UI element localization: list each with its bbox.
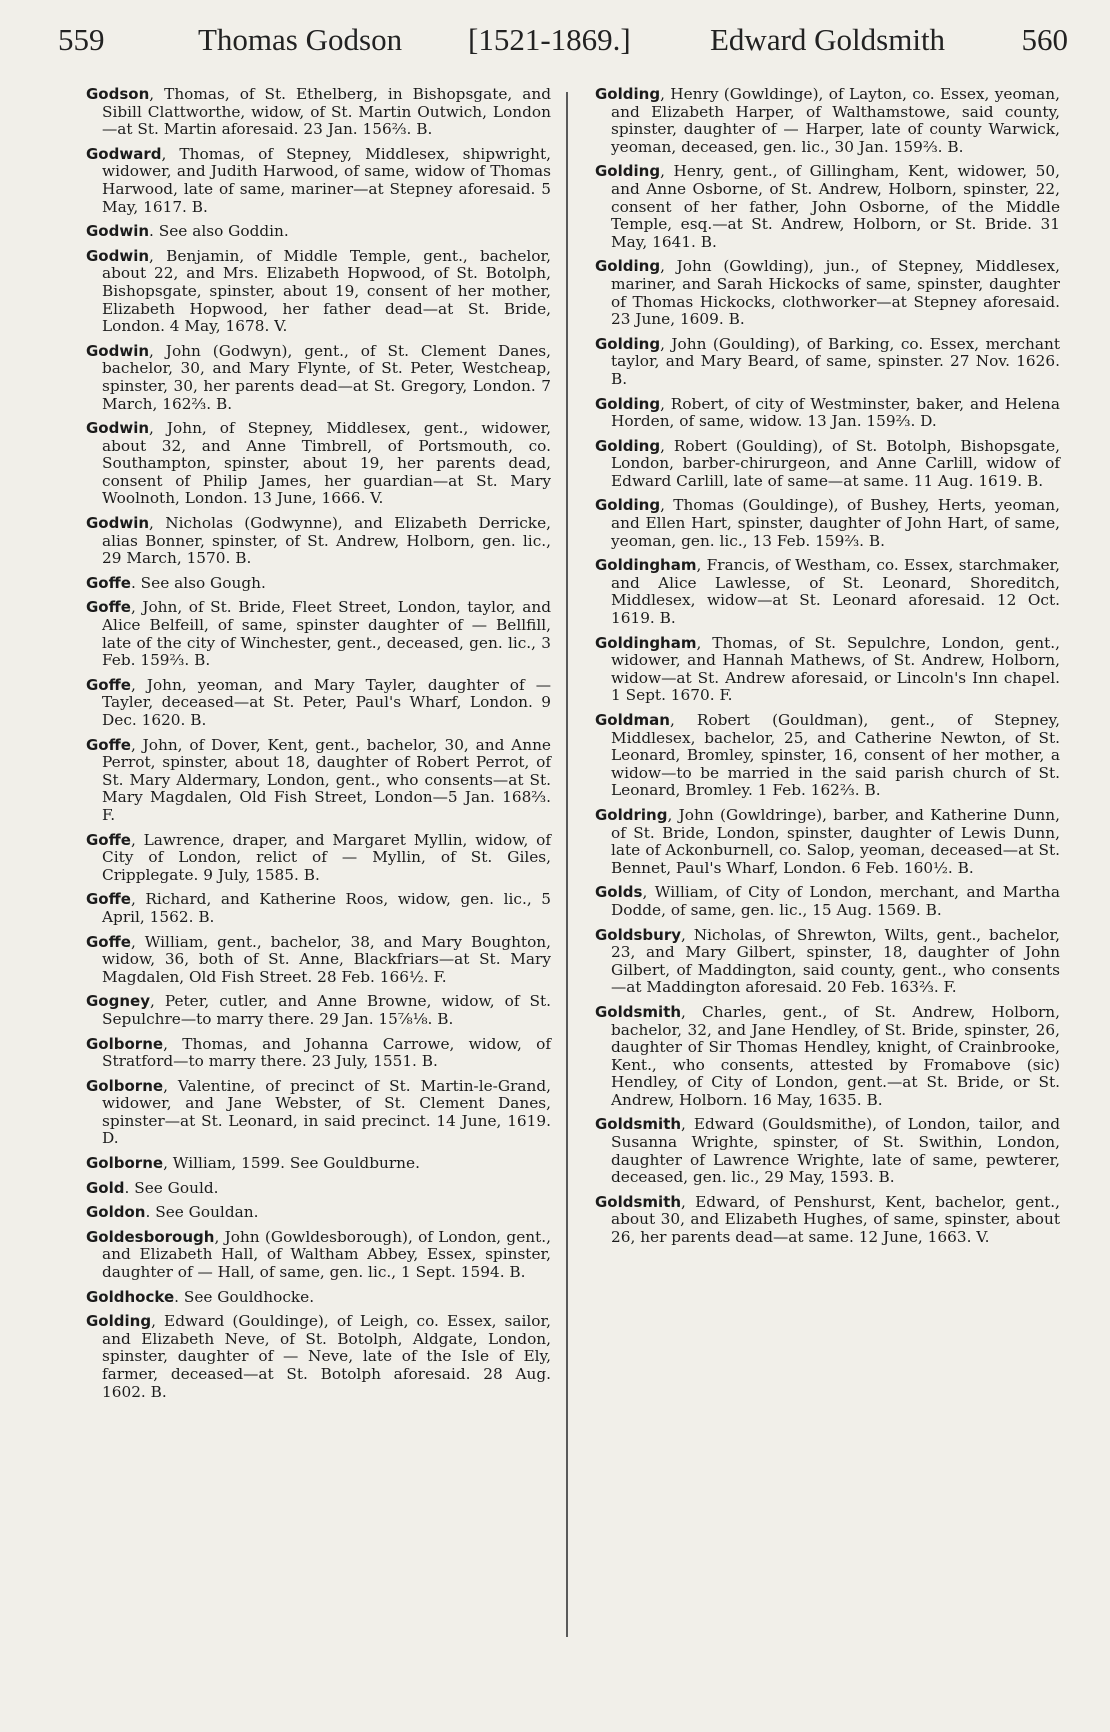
running-header [58,22,1068,72]
entry-headword: Goffe [86,830,131,849]
entry-text: , John, of Dover, Kent, gent., bachelor, 30, and Anne Perrot, spinster, about 18, daughter of Robert Perrot, of St. Mary Aldermary, London, gent., who consents—at St. Mary Magdalen, Old Fish Street, London—5 Jan. 168⅔. F. [102,735,551,824]
entry-headword: Godwin [86,419,150,438]
entry-text: , William, of City of London, merchant, and Martha Dodde, of same, gen. lic., 15 Aug. 1569. B. [611,883,1060,919]
entry [595,884,1060,919]
entry [595,635,1060,705]
entry [595,497,1060,550]
entry-headword: Goldingham [595,633,697,652]
entry-headword: Goffe [86,573,131,592]
entry-text: , Robert (Goulding), of St. Botolph, Bishopsgate, London, barber-chirurgeon, and Anne Carlill, widow of Edward Carlill, late of same—at same. 11 Aug. 1619. B. [611,436,1060,490]
entry [86,1078,551,1148]
entry-headword: Golding [86,1312,152,1331]
entry [86,248,551,336]
entry-headword: Goffe [86,735,131,754]
entry-text: , Thomas (Gouldinge), of Bushey, Herts, yeoman, and Ellen Hart, spinster, daughter of John Hart, of same, yeoman, gen. lic., 13 Feb. 159⅔. B. [611,496,1060,550]
entry-headword: Golds [595,883,643,902]
entry [86,677,551,730]
entry-headword: Goldon [86,1203,146,1222]
entry-headword: Golding [595,496,661,515]
entry-text: , John (Godwyn), gent., of St. Clement Danes, bachelor, 30, and Mary Flynte, of St. Peter, Westcheap, spinster, 30, her parents dead—at St. Gregory, London. 7 March, 162⅔. B. [102,341,551,413]
entry-text: , Lawrence, draper, and Margaret Myllin, widow, of City of London, relict of — Myllin, of St. Giles, Cripplegate. 9 July, 1585. B. [102,830,551,884]
entry-text: , William, gent., bachelor, 38, and Mary Boughton, widow, 36, both of St. Anne, Blackfriars—at St. Mary Magdalen, Old Fish Street. 28 Feb. 166½. F. [102,932,551,986]
entry-headword: Godwin [86,246,150,265]
entry-text: , Richard, and Katherine Roos, widow, gen. lic., 5 April, 1562. B. [102,890,551,926]
entry-headword: Goldhocke [86,1287,175,1306]
entry-text: , Thomas, of St. Ethelberg, in Bishopsgate, and Sibill Clattworthe, widow, of St. Martin Outwich, London—at St. Martin aforesaid. 23 Jan. 156⅔. B. [102,85,551,139]
entry-text: . See Gouldhocke. [174,1287,315,1306]
entry [595,396,1060,431]
entry-text: , John, of St. Bride, Fleet Street, London, taylor, and Alice Belfeill, of same, spinster daughter of — Bellfill, late of the city of Winchester, gent., deceased, gen. lic., 3 Feb. 159⅔. B. [102,598,551,670]
entry [86,993,551,1028]
entry [595,557,1060,627]
column-divider [566,92,568,1637]
entry-headword: Goldsmith [595,1192,682,1211]
entry-text: , Robert, of city of Westminster, baker, and Helena Horden, of same, widow. 13 Jan. 159⅔. D. [611,394,1060,431]
entry-text: . See Gouldan. [145,1203,259,1222]
entry-headword: Godwin [86,222,150,241]
left-column [86,86,551,1408]
entry [595,807,1060,877]
entry [86,343,551,413]
entry [86,1036,551,1071]
entry [86,891,551,926]
entry [86,832,551,885]
entry-headword: Goldsmith [595,1002,682,1021]
entry-headword: Godward [86,144,162,163]
left-page-number: 559 [58,22,105,57]
entry-headword: Goldsmith [595,1115,682,1134]
entry-headword: Goffe [86,675,131,694]
entry-text: , John (Gowlding), jun., of Stepney, Middlesex, mariner, and Sarah Hickocks of same, spinster, daughter of Thomas Hickocks, clothworker—at Stepney aforesaid. 23 June, 1609. B. [611,257,1060,329]
entry [595,712,1060,800]
entry-text: , Thomas, of Stepney, Middlesex, shipwright, widower, and Judith Harwood, of same, widow of Thomas Harwood, late of same, mariner—at Stepney aforesaid. 5 May, 1617. B. [102,144,551,216]
entry-text: , John (Gowldesborough), of London, gent., and Elizabeth Hall, of Waltham Abbey, Essex, spinster, daughter of — Hall, of same, gen. lic., 1 Sept. 1594. B. [102,1227,551,1282]
entry-headword: Golborne [86,1034,164,1053]
entry [86,1155,551,1173]
entry-headword: Goffe [86,890,131,909]
header-date-range: [1521-1869.] [468,22,631,57]
right-header-name: Edward Goldsmith [710,22,946,57]
entry-text: . See Gould. [124,1178,219,1197]
entry [86,86,551,139]
entry [86,575,551,593]
entry-text: , John (Goulding), of Barking, co. Essex, merchant taylor, and Mary Beard, of same, spinster. 27 Nov. 1626. B. [611,334,1060,388]
right-page-number: 560 [1021,22,1068,57]
entry [86,223,551,241]
entry-headword: Gold [86,1178,125,1197]
entry-text: , Edward (Gouldinge), of Leigh, co. Essex, sailor, and Elizabeth Neve, of St. Botolph, Aldgate, London, spinster, daughter of — Neve, late of the Isle of Ely, farmer, deceased—at St. Botolph aforesaid. 28 Aug. 1602. B. [102,1312,551,1401]
entry [86,515,551,568]
entry-text: , Robert (Gouldman), gent., of Stepney, Middlesex, bachelor, 25, and Catherine Newton, of St. Leonard, Bromley, spinster, 16, consent of her mother, a widow—to be married in the said parish church of St. Leonard, Bromley. 1 Feb. 162⅔. B. [611,711,1060,800]
entry-text: , Peter, cutler, and Anne Browne, widow, of St. Sepulchre—to marry there. 29 Jan. 15⅞⅛. B. [102,992,551,1028]
entry-text: , John (Gowldringe), barber, and Katherine Dunn, of St. Bride, London, spinster, daughter of Lewis Dunn, late of Ackonburnell, co. Salop, yeoman, deceased—at St. Bennet, Paul's Wharf, London. 6 Feb. 160½. B. [611,805,1060,877]
entry-headword: Golding [595,162,661,181]
entry [86,934,551,987]
entry [86,1229,551,1282]
right-column [595,86,1060,1254]
entry [595,163,1060,251]
entry-headword: Golding [595,257,661,276]
entry-text: , Nicholas (Godwynne), and Elizabeth Derricke, alias Bonner, spinster, of St. Andrew, Holborn, gen. lic., 29 March, 1570. B. [102,514,551,568]
entry-headword: Golding [595,85,661,103]
entry-text: , Thomas, of St. Sepulchre, London, gent., widower, and Hannah Mathews, of St. Andrew, Holborn, widow—at St. Andrew aforesaid, or Lincoln's Inn chapel. 1 Sept. 1670. F. [611,633,1060,705]
entry-headword: Goffe [86,598,131,617]
entry [595,438,1060,491]
entry-headword: Golborne [86,1076,164,1095]
entry-headword: Golding [595,334,661,353]
entry [595,1116,1060,1186]
entry-text: . See also Goddin. [149,222,289,241]
entry [595,258,1060,328]
entry-text: , Thomas, and Johanna Carrowe, widow, of Stratford—to marry there. 23 July, 1551. B. [102,1034,551,1071]
entry-headword: Goldesborough [86,1227,215,1246]
entry-text: , John, yeoman, and Mary Tayler, daughter of — Tayler, deceased—at St. Peter, Paul's Wharf, London. 9 Dec. 1620. B. [102,675,551,729]
entry-text: , Francis, of Westham, co. Essex, starchmaker, and Alice Lawlesse, of St. Leonard, Shoreditch, Middlesex, widow—at St. Leonard aforesaid. 12 Oct. 1619. B. [611,556,1060,628]
entry [595,1004,1060,1110]
entry-text: , John, of Stepney, Middlesex, gent., widower, about 32, and Anne Timbrell, of Portsmouth, co. Southampton, spinster, about 19, her parents dead, consent of Philip James, her guardian—at St. Mary Woolnoth, London. 13 June, 1666. V. [102,419,551,508]
entry [86,420,551,508]
entry [86,737,551,825]
entry-text: , Charles, gent., of St. Andrew, Holborn, bachelor, 32, and Jane Hendley, of St. Bride, spinster, 26, daughter of Sir Thomas Hendley, knight, of Crainbrooke, Kent., who consents, attested by Fromabove (sic) Hendley, of City of London, gent.—at St. Bride, or St. Andrew, Holborn. 16 May, 1635. B. [611,1002,1060,1109]
entry-headword: Godwin [86,341,150,360]
entry-text: , William, 1599. See Gouldburne. [163,1154,420,1173]
entry [595,1194,1060,1247]
entry-headword: Golborne [86,1154,164,1173]
entry-headword: Godson [86,85,150,103]
entry [86,1313,551,1401]
entry [86,599,551,669]
entry [86,1204,551,1222]
entry-headword: Goldring [595,805,668,824]
entry-text: , Edward, of Penshurst, Kent, bachelor, gent., about 30, and Elizabeth Hughes, of same, spinster, about 26, her parents dead—at same. 12 June, 1663. V. [611,1192,1060,1247]
entry [86,1180,551,1198]
entry-headword: Goffe [86,932,131,951]
entry-text: , Valentine, of precinct of St. Martin-le-Grand, widower, and Jane Webster, of St. Clement Danes, spinster—at St. Leonard, in said precinct. 14 June, 1619. D. [102,1076,551,1148]
entry-headword: Godwin [86,514,150,533]
entry [595,927,1060,997]
left-header-name: Thomas Godson [198,22,403,57]
entry-text: , Henry, gent., of Gillingham, Kent, widower, 50, and Anne Osborne, of St. Andrew, Holborn, spinster, 22, consent of her father, John Osborne, of the Middle Temple, esq.—at St. Andrew, Holborn, or St. Bride. 31 May, 1641. B. [611,162,1060,251]
entry-text: , Edward (Gouldsmithe), of London, tailor, and Susanna Wrighte, spinster, of St. Swithin, London, daughter of Lawrence Wrighte, late of same, pewterer, deceased, gen. lic., 29 May, 1593. B. [611,1115,1060,1187]
entry [86,1289,551,1307]
entry-headword: Goldsbury [595,925,682,944]
entry-headword: Gogney [86,992,150,1011]
entry-text: . See also Gough. [130,573,266,592]
entry-headword: Golding [595,394,661,413]
entry-text: , Henry (Gowldinge), of Layton, co. Essex, yeoman, and Elizabeth Harper, of Walthamstowe, said county, spinster, daughter of — Harper, late of county Warwick, yeoman, deceased, gen. lic., 30 Jan. 159⅔. B. [611,85,1060,156]
entry [86,146,551,216]
entry-headword: Golding [595,436,661,455]
entry-headword: Goldman [595,711,670,729]
entry [595,336,1060,389]
entry-text: , Benjamin, of Middle Temple, gent., bachelor, about 22, and Mrs. Elizabeth Hopwood, of St. Botolph, Bishopsgate, spinster, about 19, consent of her mother, Elizabeth Hopwood, her father dead—at St. Bride, London. 4 May, 1678. V. [102,246,551,336]
entry-text: , Nicholas, of Shrewton, Wilts, gent., bachelor, 23, and Mary Gilbert, spinster, 18, daughter of John Gilbert, of Maddington, said county, gent., who consents—at Maddington aforesaid. 20 Feb. 163⅔. F. [611,925,1060,997]
entry-headword: Goldingham [595,556,697,575]
entry [595,86,1060,156]
